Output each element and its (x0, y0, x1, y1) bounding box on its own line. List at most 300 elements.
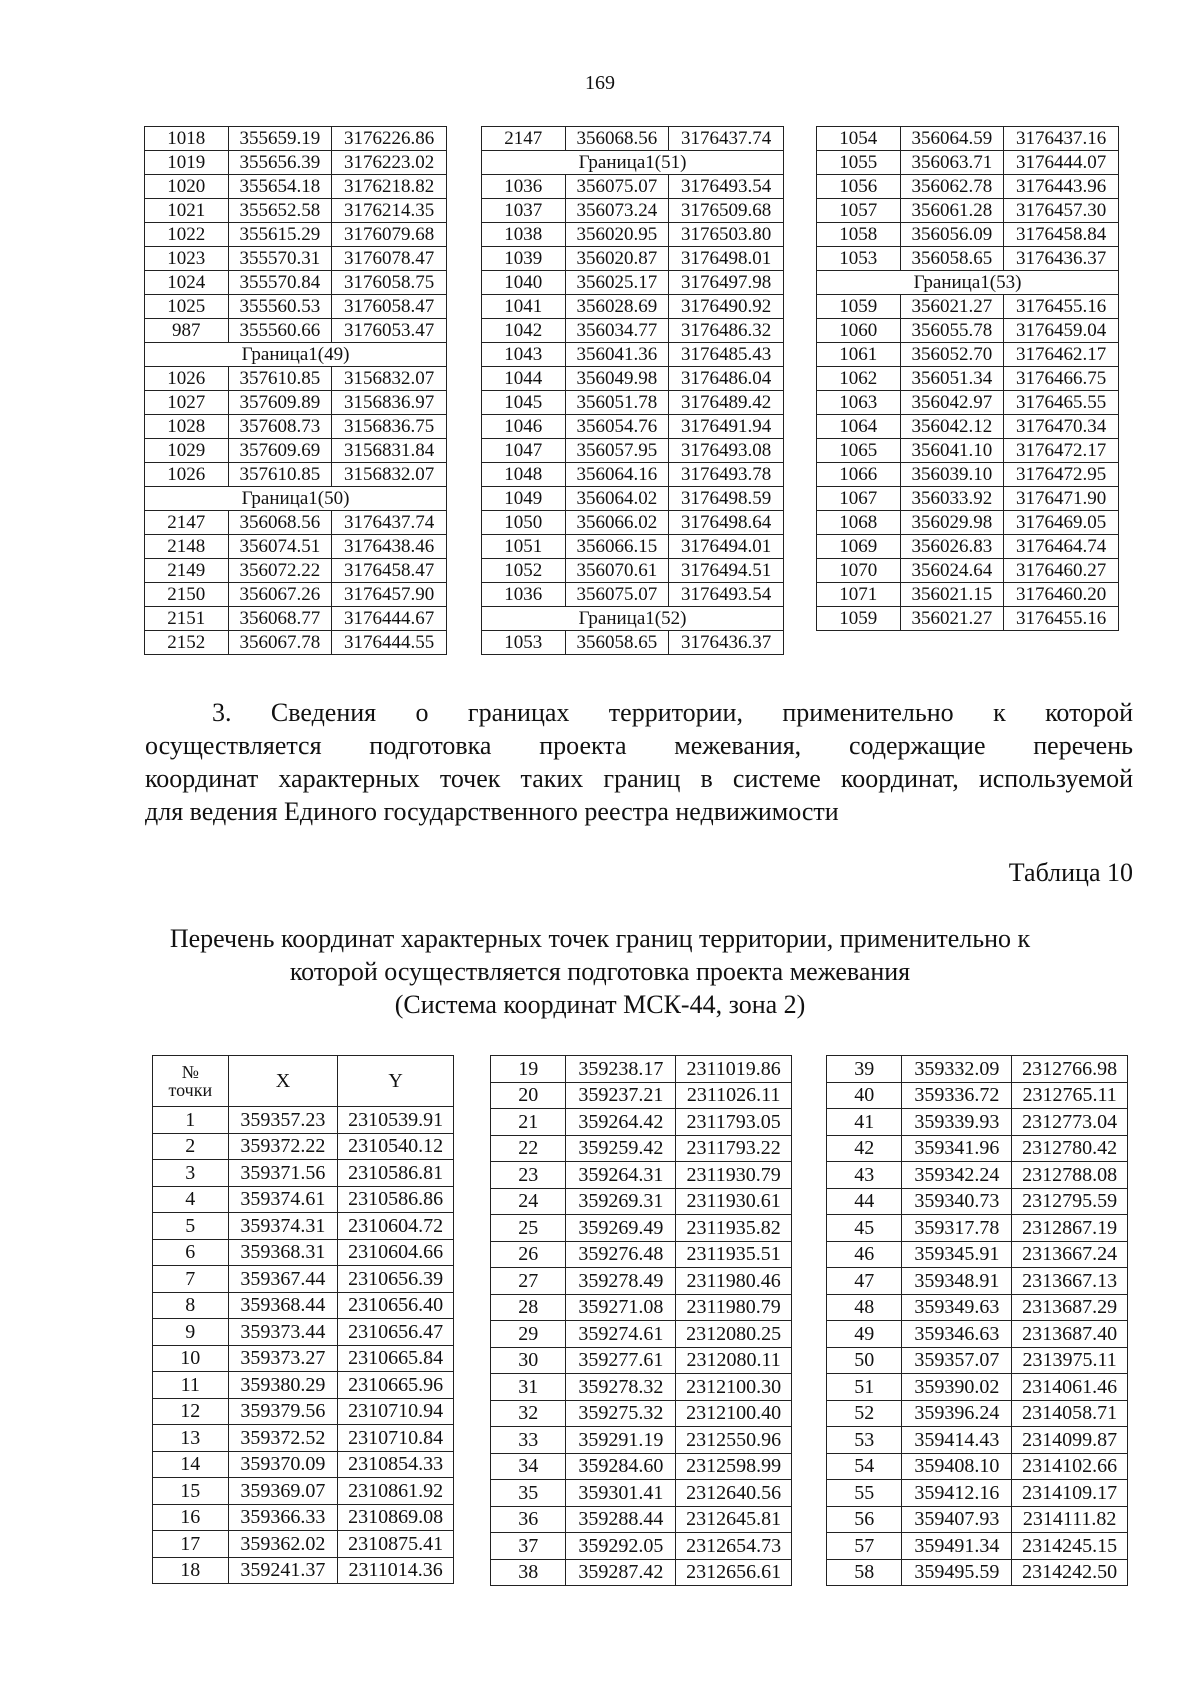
x-cell: 356041.36 (565, 343, 669, 367)
x-cell: 359259.42 (566, 1135, 676, 1162)
x-cell: 359370.09 (228, 1451, 338, 1478)
point-number-cell: 53 (827, 1427, 902, 1454)
point-number-cell: 17 (153, 1531, 229, 1558)
point-number-cell: 1039 (482, 247, 566, 271)
table-row (482, 463, 784, 487)
table-row (827, 1400, 1128, 1427)
table-row (491, 1056, 792, 1083)
point-number-cell: 7 (153, 1266, 229, 1293)
x-cell: 356075.07 (565, 583, 669, 607)
x-cell: 359264.31 (566, 1162, 676, 1189)
x-cell: 356062.78 (900, 175, 1004, 199)
point-number-cell: 39 (827, 1056, 902, 1083)
y-cell: 3176458.47 (332, 559, 447, 583)
point-number-cell: 46 (827, 1241, 902, 1268)
table-row (145, 631, 447, 655)
y-cell: 2310869.08 (338, 1504, 454, 1531)
point-number-cell: 1054 (817, 127, 901, 151)
point-number-cell: 1020 (145, 175, 229, 199)
x-cell: 356041.10 (900, 439, 1004, 463)
point-number-cell: 13 (153, 1425, 229, 1452)
y-cell: 2312780.42 (1012, 1135, 1128, 1162)
table-row (153, 1478, 454, 1505)
point-number-cell: 1071 (817, 583, 901, 607)
y-cell: 3176494.01 (669, 535, 784, 559)
y-cell: 2310665.84 (338, 1345, 454, 1372)
y-cell: 3176472.95 (1004, 463, 1119, 487)
point-number-cell: 2 (153, 1133, 229, 1160)
table-row (145, 367, 447, 391)
table-row (817, 319, 1119, 343)
y-cell: 2314102.66 (1012, 1453, 1128, 1480)
paragraph-line: 3. Сведения о границах территории, применительно к которой (212, 698, 1133, 727)
x-cell: 359237.21 (566, 1082, 676, 1109)
point-number-cell: 1053 (482, 631, 566, 655)
point-number-cell: 43 (827, 1162, 902, 1189)
point-number-cell: 1057 (817, 199, 901, 223)
point-number-cell: 1025 (145, 295, 229, 319)
boundary-group-row (482, 607, 784, 631)
table-row (482, 631, 784, 655)
y-cell: 3176437.74 (332, 511, 447, 535)
x-cell: 356034.77 (565, 319, 669, 343)
point-number-cell: 50 (827, 1347, 902, 1374)
table-row (145, 127, 447, 151)
x-cell: 359491.34 (902, 1533, 1012, 1560)
x-cell: 359342.24 (902, 1162, 1012, 1189)
point-number-cell: 28 (491, 1294, 566, 1321)
column-header-y: Y (338, 1056, 454, 1107)
y-cell: 2313667.13 (1012, 1268, 1128, 1295)
point-number-cell: 2150 (145, 583, 229, 607)
y-cell: 3176443.96 (1004, 175, 1119, 199)
x-cell: 356064.02 (565, 487, 669, 511)
table-row (491, 1374, 792, 1401)
y-cell: 3176455.16 (1004, 295, 1119, 319)
point-number-cell: 1043 (482, 343, 566, 367)
table-row (153, 1107, 454, 1134)
point-number-cell: 2151 (145, 607, 229, 631)
x-cell: 359374.31 (228, 1213, 338, 1240)
title-line: Перечень координат характерных точек границ территории, применительно к (169, 924, 1031, 953)
table-row (827, 1215, 1128, 1242)
y-cell: 3156836.97 (332, 391, 447, 415)
table-row (482, 391, 784, 415)
point-number-cell: 21 (491, 1109, 566, 1136)
table-row (817, 199, 1119, 223)
y-cell: 3176498.64 (669, 511, 784, 535)
point-number-cell: 1059 (817, 607, 901, 631)
y-cell: 2313975.11 (1012, 1347, 1128, 1374)
point-number-cell: 1051 (482, 535, 566, 559)
table-row (145, 463, 447, 487)
y-cell: 3176497.98 (669, 271, 784, 295)
x-cell: 359271.08 (566, 1294, 676, 1321)
y-cell: 3176493.78 (669, 463, 784, 487)
y-cell: 2310875.41 (338, 1531, 454, 1558)
y-cell: 2312788.08 (1012, 1162, 1128, 1189)
point-number-cell: 1021 (145, 199, 229, 223)
point-number-cell: 11 (153, 1372, 229, 1399)
x-cell: 356074.51 (228, 535, 332, 559)
point-number-cell: 1046 (482, 415, 566, 439)
table-row (482, 559, 784, 583)
point-number-cell: 1067 (817, 487, 901, 511)
y-cell: 3176053.47 (332, 319, 447, 343)
y-cell: 2312867.19 (1012, 1215, 1128, 1242)
table-row (817, 607, 1119, 631)
x-cell: 356056.09 (900, 223, 1004, 247)
x-cell: 356049.98 (565, 367, 669, 391)
point-number-cell: 34 (491, 1453, 566, 1480)
x-cell: 356058.65 (565, 631, 669, 655)
x-cell: 359269.31 (566, 1188, 676, 1215)
point-number-cell: 1019 (145, 151, 229, 175)
x-cell: 359390.02 (902, 1374, 1012, 1401)
section-3-paragraph (145, 696, 1133, 828)
y-cell: 2313687.29 (1012, 1294, 1128, 1321)
table-row (817, 151, 1119, 175)
point-number-cell: 1028 (145, 415, 229, 439)
y-cell: 3176457.30 (1004, 199, 1119, 223)
point-number-cell: 1041 (482, 295, 566, 319)
x-cell: 356028.69 (565, 295, 669, 319)
point-number-cell: 14 (153, 1451, 229, 1478)
point-number-cell: 56 (827, 1506, 902, 1533)
point-number-cell: 1064 (817, 415, 901, 439)
table-row (153, 1557, 454, 1584)
table-row (491, 1321, 792, 1348)
table-row (817, 367, 1119, 391)
table-row (482, 247, 784, 271)
y-cell: 2311935.82 (676, 1215, 792, 1242)
table-row (145, 175, 447, 199)
point-number-cell: 1040 (482, 271, 566, 295)
table-row (145, 271, 447, 295)
table-row (482, 415, 784, 439)
x-cell: 359495.59 (902, 1559, 1012, 1586)
point-number-cell: 44 (827, 1188, 902, 1215)
x-cell: 356072.22 (228, 559, 332, 583)
table-row (145, 199, 447, 223)
x-cell: 356025.17 (565, 271, 669, 295)
x-cell: 356061.28 (900, 199, 1004, 223)
x-cell: 359301.41 (566, 1480, 676, 1507)
table-row (482, 295, 784, 319)
point-number-cell: 1027 (145, 391, 229, 415)
x-cell: 355654.18 (228, 175, 332, 199)
table-row (827, 1453, 1128, 1480)
x-cell: 359357.07 (902, 1347, 1012, 1374)
y-cell: 2312080.11 (676, 1347, 792, 1374)
x-cell: 356067.78 (228, 631, 332, 655)
x-cell: 357608.73 (228, 415, 332, 439)
table-row (491, 1294, 792, 1321)
point-number-cell: 45 (827, 1215, 902, 1242)
table-row (817, 223, 1119, 247)
y-cell: 2313687.40 (1012, 1321, 1128, 1348)
point-number-cell: 2147 (145, 511, 229, 535)
x-cell: 356063.71 (900, 151, 1004, 175)
table-row (153, 1319, 454, 1346)
point-number-cell: 1060 (817, 319, 901, 343)
x-cell: 356051.34 (900, 367, 1004, 391)
x-cell: 356066.15 (565, 535, 669, 559)
point-number-cell: 9 (153, 1319, 229, 1346)
point-number-cell: 1048 (482, 463, 566, 487)
y-cell: 3176498.01 (669, 247, 784, 271)
table-row (145, 223, 447, 247)
y-cell: 2311930.79 (676, 1162, 792, 1189)
x-cell: 359276.48 (566, 1241, 676, 1268)
table-row (145, 151, 447, 175)
y-cell: 2311793.22 (676, 1135, 792, 1162)
y-cell: 2312645.81 (676, 1506, 792, 1533)
x-cell: 359368.31 (228, 1239, 338, 1266)
table-row (827, 1533, 1128, 1560)
y-cell: 2311980.46 (676, 1268, 792, 1295)
table-row (817, 295, 1119, 319)
y-cell: 2314061.46 (1012, 1374, 1128, 1401)
point-number-cell: 1053 (817, 247, 901, 271)
x-cell: 359346.63 (902, 1321, 1012, 1348)
point-number-cell: 1036 (482, 175, 566, 199)
point-number-cell: 36 (491, 1506, 566, 1533)
point-number-cell: 10 (153, 1345, 229, 1372)
table-row (491, 1188, 792, 1215)
boundary-group-row (145, 487, 447, 511)
x-cell: 359396.24 (902, 1400, 1012, 1427)
x-cell: 356054.76 (565, 415, 669, 439)
y-cell: 3176493.54 (669, 175, 784, 199)
x-cell: 356020.87 (565, 247, 669, 271)
table-row (827, 1056, 1128, 1083)
table-row (827, 1427, 1128, 1454)
y-cell: 3176455.16 (1004, 607, 1119, 631)
table-row (145, 439, 447, 463)
point-number-cell: 29 (491, 1321, 566, 1348)
table-row (145, 391, 447, 415)
point-number-cell: 1063 (817, 391, 901, 415)
boundary-group-label: Граница1(51) (482, 151, 784, 175)
point-number-cell: 47 (827, 1268, 902, 1295)
point-number-cell: 54 (827, 1453, 902, 1480)
y-cell: 2310656.39 (338, 1266, 454, 1293)
point-number-cell: 1047 (482, 439, 566, 463)
table-row (817, 439, 1119, 463)
table-row (482, 511, 784, 535)
x-cell: 359412.16 (902, 1480, 1012, 1507)
point-number-cell: 42 (827, 1135, 902, 1162)
x-cell: 359367.44 (228, 1266, 338, 1293)
y-cell: 3176498.59 (669, 487, 784, 511)
y-cell: 3176457.90 (332, 583, 447, 607)
x-cell: 359369.07 (228, 1478, 338, 1505)
x-cell: 359372.52 (228, 1425, 338, 1452)
x-cell: 359264.42 (566, 1109, 676, 1136)
point-number-cell: 12 (153, 1398, 229, 1425)
y-cell: 3176444.55 (332, 631, 447, 655)
x-cell: 359292.05 (566, 1533, 676, 1560)
y-cell: 2311980.79 (676, 1294, 792, 1321)
point-number-cell: 1037 (482, 199, 566, 223)
table-row (827, 1135, 1128, 1162)
point-number-cell: 1056 (817, 175, 901, 199)
x-cell: 356033.92 (900, 487, 1004, 511)
point-number-cell: 1042 (482, 319, 566, 343)
table-row (827, 1109, 1128, 1136)
table-row (145, 583, 447, 607)
y-cell: 3176079.68 (332, 223, 447, 247)
x-cell: 356042.12 (900, 415, 1004, 439)
x-cell: 359414.43 (902, 1427, 1012, 1454)
x-cell: 359345.91 (902, 1241, 1012, 1268)
column-header-point-number: № точки (153, 1056, 229, 1107)
boundary-group-label: Граница1(53) (817, 271, 1119, 295)
point-number-cell: 1061 (817, 343, 901, 367)
y-cell: 3176437.74 (669, 127, 784, 151)
y-cell: 2311019.86 (676, 1056, 792, 1083)
y-cell: 3176223.02 (332, 151, 447, 175)
table-row (817, 175, 1119, 199)
y-cell: 3176493.08 (669, 439, 784, 463)
table-row (817, 247, 1119, 271)
coordinates-table-top-3 (816, 126, 1119, 631)
x-cell: 359372.22 (228, 1133, 338, 1160)
y-cell: 2310861.92 (338, 1478, 454, 1505)
y-cell: 2314242.50 (1012, 1559, 1128, 1586)
point-number-cell: 31 (491, 1374, 566, 1401)
coordinates-table-top-1 (144, 126, 447, 655)
x-cell: 356066.02 (565, 511, 669, 535)
y-cell: 2312640.56 (676, 1480, 792, 1507)
table-row (817, 583, 1119, 607)
x-cell: 355570.84 (228, 271, 332, 295)
table-row (482, 127, 784, 151)
x-cell: 359373.27 (228, 1345, 338, 1372)
x-cell: 356068.56 (228, 511, 332, 535)
point-number-cell: 1055 (817, 151, 901, 175)
coordinates-table-bottom-2 (490, 1055, 792, 1586)
point-number-cell: 38 (491, 1559, 566, 1586)
point-number-cell: 55 (827, 1480, 902, 1507)
table-row (482, 535, 784, 559)
point-number-cell: 15 (153, 1478, 229, 1505)
x-cell: 355652.58 (228, 199, 332, 223)
point-number-cell: 1024 (145, 271, 229, 295)
y-cell: 2312100.40 (676, 1400, 792, 1427)
x-cell: 356068.77 (228, 607, 332, 631)
y-cell: 3176490.92 (669, 295, 784, 319)
y-cell: 3176489.42 (669, 391, 784, 415)
table-row (145, 607, 447, 631)
table-row (817, 343, 1119, 367)
point-number-cell: 24 (491, 1188, 566, 1215)
y-cell: 3176470.34 (1004, 415, 1119, 439)
point-number-cell: 1044 (482, 367, 566, 391)
point-number-cell: 987 (145, 319, 229, 343)
x-cell: 356064.16 (565, 463, 669, 487)
table-row (491, 1347, 792, 1374)
table-row (153, 1266, 454, 1293)
table-row (145, 415, 447, 439)
table-row (482, 487, 784, 511)
page-number: 169 (585, 72, 615, 94)
table-row (482, 343, 784, 367)
point-number-cell: 1026 (145, 367, 229, 391)
x-cell: 356021.27 (900, 295, 1004, 319)
x-cell: 359241.37 (228, 1557, 338, 1584)
point-number-cell: 1049 (482, 487, 566, 511)
table-row (153, 1133, 454, 1160)
y-cell: 2312773.04 (1012, 1109, 1128, 1136)
y-cell: 2312654.73 (676, 1533, 792, 1560)
point-number-cell: 25 (491, 1215, 566, 1242)
point-number-cell: 57 (827, 1533, 902, 1560)
x-cell: 356024.64 (900, 559, 1004, 583)
y-cell: 2312550.96 (676, 1427, 792, 1454)
y-cell: 2311935.51 (676, 1241, 792, 1268)
table-row (145, 319, 447, 343)
y-cell: 2314058.71 (1012, 1400, 1128, 1427)
table-row (482, 319, 784, 343)
point-number-cell: 5 (153, 1213, 229, 1240)
x-cell: 356068.56 (565, 127, 669, 151)
table-row (153, 1425, 454, 1452)
y-cell: 2311930.61 (676, 1188, 792, 1215)
table-row (153, 1160, 454, 1187)
table-row (145, 535, 447, 559)
y-cell: 3176460.20 (1004, 583, 1119, 607)
paragraph-line: осуществляется подготовка проекта межевания, содержащие перечень (145, 731, 1133, 760)
y-cell: 3156832.07 (332, 463, 447, 487)
y-cell: 3176214.35 (332, 199, 447, 223)
table-row (827, 1188, 1128, 1215)
x-cell: 359291.19 (566, 1427, 676, 1454)
x-cell: 359317.78 (902, 1215, 1012, 1242)
x-cell: 356020.95 (565, 223, 669, 247)
table-title (100, 922, 1100, 1021)
table-row (491, 1241, 792, 1268)
point-number-cell: 32 (491, 1400, 566, 1427)
x-cell: 359274.61 (566, 1321, 676, 1348)
x-cell: 355560.53 (228, 295, 332, 319)
x-cell: 359380.29 (228, 1372, 338, 1399)
table-row (817, 463, 1119, 487)
table-row (817, 487, 1119, 511)
y-cell: 3176226.86 (332, 127, 447, 151)
table-row (153, 1372, 454, 1399)
y-cell: 2310665.96 (338, 1372, 454, 1399)
x-cell: 356075.07 (565, 175, 669, 199)
y-cell: 3176436.37 (1004, 247, 1119, 271)
y-cell: 2310586.86 (338, 1186, 454, 1213)
x-cell: 356026.83 (900, 535, 1004, 559)
point-number-cell: 6 (153, 1239, 229, 1266)
x-cell: 356057.95 (565, 439, 669, 463)
x-cell: 356055.78 (900, 319, 1004, 343)
table-row (491, 1453, 792, 1480)
point-number-cell: 1 (153, 1107, 229, 1134)
x-cell: 357609.89 (228, 391, 332, 415)
point-number-cell: 51 (827, 1374, 902, 1401)
y-cell: 3176058.75 (332, 271, 447, 295)
x-cell: 359238.17 (566, 1056, 676, 1083)
point-number-cell: 37 (491, 1533, 566, 1560)
x-cell: 356052.70 (900, 343, 1004, 367)
table-row (482, 439, 784, 463)
x-cell: 359373.44 (228, 1319, 338, 1346)
